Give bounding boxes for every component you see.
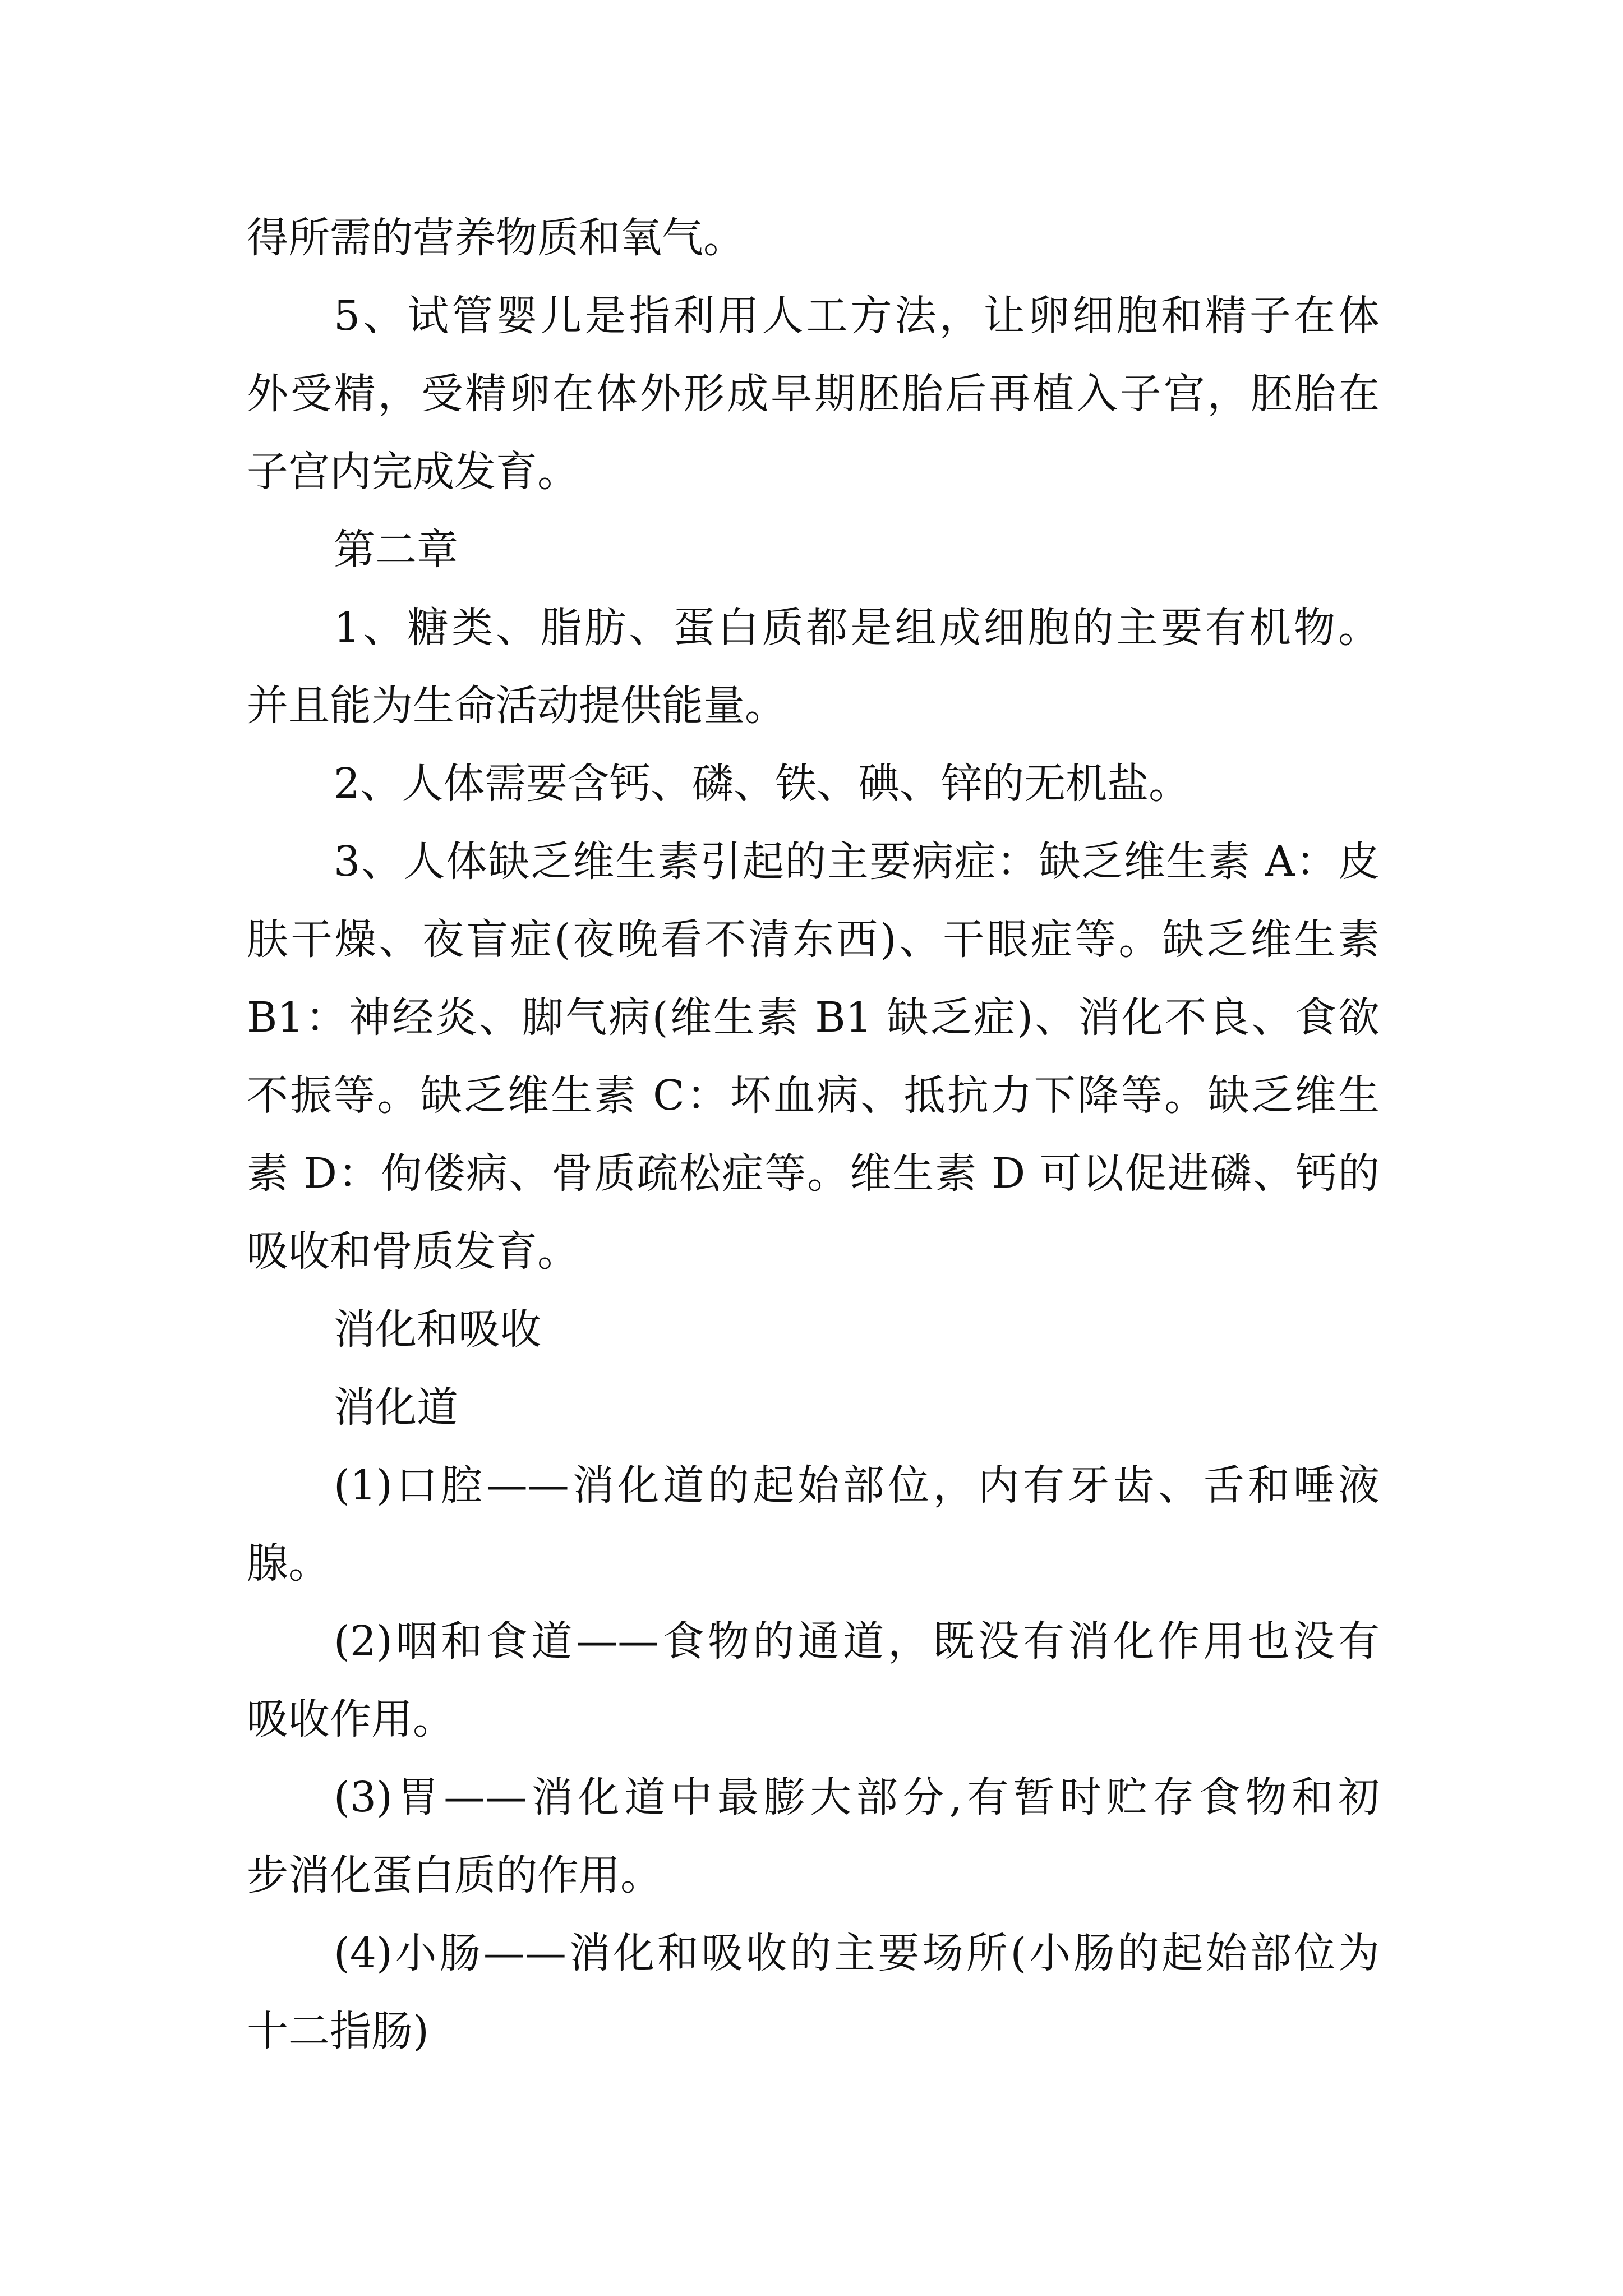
- paragraph-vitamins-line: B1：神经炎、脚气病(维生素 B1 缺乏症)、消化不良、食欲: [247, 993, 1380, 1042]
- list-item-line: (3)胃——消化道中最膨大部分,有暂时贮存食物和初: [334, 1773, 1380, 1821]
- list-item-line: (1)口腔——消化道的起始部位，内有牙齿、舌和唾液: [334, 1461, 1380, 1510]
- text-line: 得所需的营养物质和氧气。: [247, 214, 745, 262]
- list-item-line: (2)咽和食道——食物的通道，既没有消化作用也没有: [334, 1617, 1380, 1665]
- list-item-line: 十二指肠): [247, 2007, 429, 2055]
- list-item-line: 吸收作用。: [247, 1695, 454, 1743]
- paragraph-vitamins-line: 吸收和骨质发育。: [247, 1227, 579, 1276]
- subsection-heading: 消化道: [334, 1383, 458, 1432]
- paragraph-vitamins-line: 不振等。缺乏维生素 C：坏血病、抵抗力下降等。缺乏维生: [247, 1071, 1380, 1120]
- paragraph-nutrients-line: 并且能为生命活动提供能量。: [247, 682, 786, 730]
- paragraph-vitamins-line: 素 D：佝偻病、骨质疏松症等。维生素 D 可以促进磷、钙的: [247, 1149, 1380, 1198]
- paragraph-minerals-line: 2、人体需要含钙、磷、铁、碘、锌的无机盐。: [334, 760, 1191, 808]
- paragraph-ivf-line: 外受精，受精卵在体外形成早期胚胎后再植入子宫，胚胎在: [247, 370, 1380, 418]
- paragraph-vitamins-line: 3、人体缺乏维生素引起的主要病症：缺乏维生素 A：皮: [334, 838, 1380, 886]
- chapter-heading: 第二章: [334, 526, 458, 574]
- list-item-line: 腺。: [247, 1539, 330, 1588]
- document-body: [247, 199, 1380, 2070]
- paragraph-nutrients-line: 1、糖类、脂肪、蛋白质都是组成细胞的主要有机物。: [334, 604, 1380, 652]
- list-item-line: 步消化蛋白质的作用。: [247, 1851, 662, 1899]
- section-heading: 消化和吸收: [334, 1305, 541, 1354]
- paragraph-ivf-line: 子宫内完成发育。: [247, 448, 579, 496]
- paragraph-vitamins-line: 肤干燥、夜盲症(夜晚看不清东西)、干眼症等。缺乏维生素: [247, 915, 1380, 964]
- list-item-line: (4)小肠——消化和吸收的主要场所(小肠的起始部位为: [334, 1929, 1380, 1977]
- paragraph-ivf-line: 5、试管婴儿是指利用人工方法，让卵细胞和精子在体: [334, 292, 1380, 340]
